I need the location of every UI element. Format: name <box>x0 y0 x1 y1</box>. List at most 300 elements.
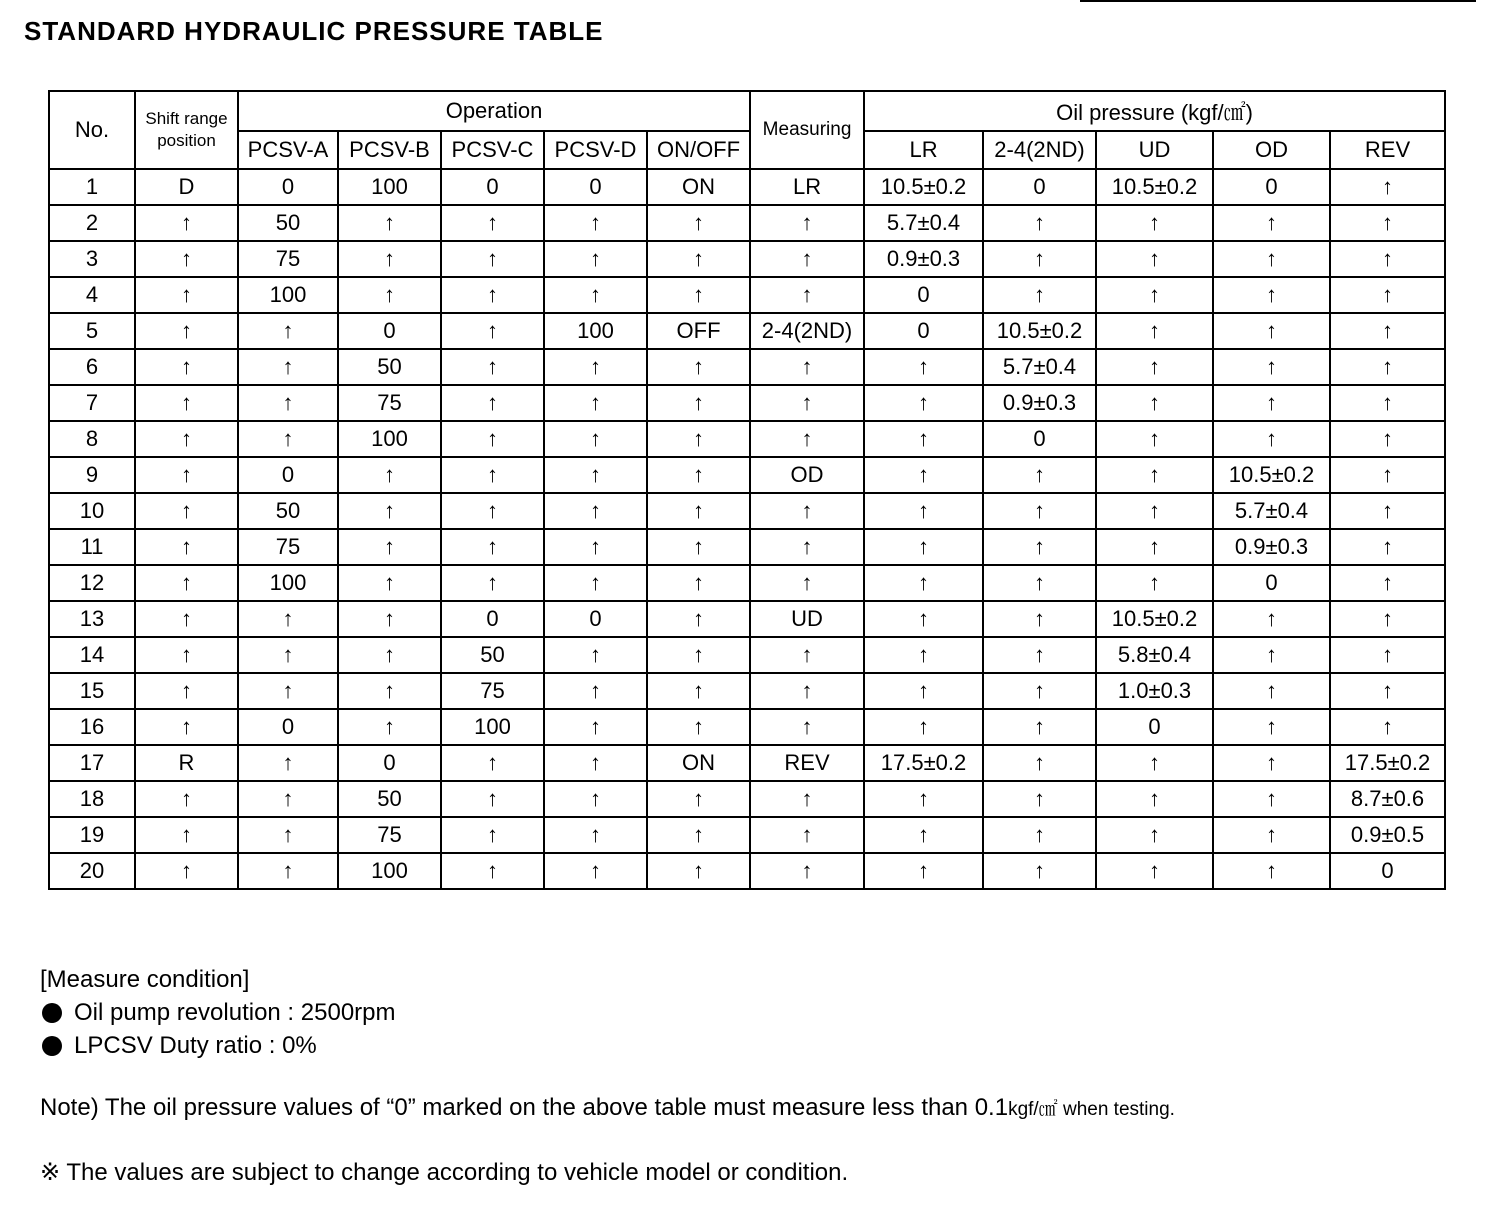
table-cell: 3 <box>49 241 135 277</box>
table-cell: 100 <box>238 277 338 313</box>
table-row <box>49 457 1445 493</box>
table-cell: ↑ <box>238 637 338 673</box>
table-row <box>49 349 1445 385</box>
table-cell: ↑ <box>135 457 238 493</box>
table-cell: 0 <box>544 169 647 205</box>
table-cell: REV <box>750 745 864 781</box>
table-cell: ↑ <box>750 817 864 853</box>
table-cell: 8.7±0.6 <box>1330 781 1445 817</box>
table-cell: ↑ <box>441 817 544 853</box>
table-cell: ↑ <box>1213 637 1330 673</box>
table-cell: ↑ <box>441 529 544 565</box>
table-cell: ↑ <box>135 817 238 853</box>
table-cell: ↑ <box>983 673 1096 709</box>
table-cell: ↑ <box>544 565 647 601</box>
table-cell: ↑ <box>338 529 441 565</box>
table-row <box>49 745 1445 781</box>
table-cell: ↑ <box>238 349 338 385</box>
table-cell: ↑ <box>983 205 1096 241</box>
table-cell: ↑ <box>544 457 647 493</box>
table-cell: ↑ <box>864 637 983 673</box>
table-cell: ↑ <box>1096 205 1213 241</box>
table-cell: ↑ <box>750 421 864 457</box>
table-cell: LR <box>750 169 864 205</box>
note-unit: kgf/㎠ <box>1008 1099 1058 1120</box>
table-cell: OD <box>750 457 864 493</box>
table-cell: ↑ <box>647 673 750 709</box>
table-row <box>49 637 1445 673</box>
table-cell: ↑ <box>1213 709 1330 745</box>
table-cell: ↑ <box>647 817 750 853</box>
table-cell: ↑ <box>135 601 238 637</box>
table-cell: ↑ <box>1330 241 1445 277</box>
table-cell: ↑ <box>1096 817 1213 853</box>
table-row <box>49 205 1445 241</box>
table-row <box>49 421 1445 457</box>
table-cell: 5.7±0.4 <box>1213 493 1330 529</box>
table-cell: ↑ <box>238 421 338 457</box>
table-row <box>49 673 1445 709</box>
table-cell: ↑ <box>750 385 864 421</box>
table-cell: 100 <box>238 565 338 601</box>
table-cell: ↑ <box>1330 349 1445 385</box>
table-cell: ↑ <box>238 745 338 781</box>
table-row <box>49 853 1445 889</box>
table-row <box>49 601 1445 637</box>
table-cell: ↑ <box>544 781 647 817</box>
table-cell: ↑ <box>544 529 647 565</box>
table-cell: 0 <box>338 745 441 781</box>
table-cell: ↑ <box>750 277 864 313</box>
table-cell: ↑ <box>338 709 441 745</box>
table-cell: 75 <box>238 241 338 277</box>
table-cell: 0 <box>1096 709 1213 745</box>
table-cell: ↑ <box>441 349 544 385</box>
table-cell: ↑ <box>864 673 983 709</box>
table-row <box>49 709 1445 745</box>
table-row <box>49 529 1445 565</box>
table-cell: ↑ <box>1330 565 1445 601</box>
table-cell: ↑ <box>135 421 238 457</box>
table-cell: ↑ <box>1096 745 1213 781</box>
table-cell: ↑ <box>135 529 238 565</box>
table-cell: 0 <box>238 457 338 493</box>
table-cell: ↑ <box>983 817 1096 853</box>
table-cell: 7 <box>49 385 135 421</box>
condition-item <box>40 1029 396 1062</box>
table-cell: ↑ <box>238 313 338 349</box>
table-cell: ↑ <box>1330 493 1445 529</box>
table-cell: ↑ <box>864 457 983 493</box>
table-cell: ON <box>647 169 750 205</box>
table-cell: ↑ <box>544 745 647 781</box>
table-cell: ↑ <box>1096 421 1213 457</box>
table-cell: ↑ <box>338 241 441 277</box>
table-cell: 0 <box>238 169 338 205</box>
table-row <box>49 781 1445 817</box>
table-cell: 0 <box>441 169 544 205</box>
table-cell: 15 <box>49 673 135 709</box>
table-cell: ↑ <box>864 529 983 565</box>
table-cell: ↑ <box>441 385 544 421</box>
table-cell: ↑ <box>135 313 238 349</box>
table-cell: ↑ <box>750 241 864 277</box>
table-cell: ↑ <box>1330 529 1445 565</box>
table-cell: OFF <box>647 313 750 349</box>
caution-text: ※ The values are subject to change according to vehicle model or condition. <box>40 1159 849 1186</box>
table-cell: 17.5±0.2 <box>1330 745 1445 781</box>
table-cell: ↑ <box>338 457 441 493</box>
table-cell: 50 <box>338 781 441 817</box>
table-cell: ↑ <box>864 493 983 529</box>
table-cell: 100 <box>338 169 441 205</box>
header-pcsv-c: PCSV-C <box>441 131 544 169</box>
header-od: OD <box>1213 131 1330 169</box>
table-cell: ↑ <box>647 457 750 493</box>
table-cell: ↑ <box>864 565 983 601</box>
header-rev: REV <box>1330 131 1445 169</box>
table-cell: ↑ <box>647 241 750 277</box>
table-cell: 100 <box>338 421 441 457</box>
table-cell: ↑ <box>544 241 647 277</box>
table-cell: ↑ <box>983 853 1096 889</box>
bullet-icon <box>42 1036 62 1056</box>
table-cell: 19 <box>49 817 135 853</box>
table-cell: ↑ <box>1213 205 1330 241</box>
table-cell: 17.5±0.2 <box>864 745 983 781</box>
table-cell: ↑ <box>1213 673 1330 709</box>
table-cell: 0 <box>544 601 647 637</box>
table-cell: ↑ <box>1213 385 1330 421</box>
hydraulic-pressure-table <box>48 90 1446 890</box>
table-cell: ↑ <box>544 349 647 385</box>
table-cell: ↑ <box>238 781 338 817</box>
header-operation: Operation <box>238 91 750 131</box>
table-cell: ↑ <box>1213 853 1330 889</box>
table-cell: ↑ <box>135 349 238 385</box>
header-measuring: Measuring <box>750 91 864 169</box>
table-row <box>49 817 1445 853</box>
table-cell: 0 <box>338 313 441 349</box>
table-cell: ↑ <box>544 637 647 673</box>
condition-item <box>40 996 396 1029</box>
table-row <box>49 385 1445 421</box>
table-cell: ↑ <box>441 853 544 889</box>
table-cell: ↑ <box>1096 853 1213 889</box>
table-cell: ↑ <box>1096 529 1213 565</box>
table-row <box>49 241 1445 277</box>
table-cell: 0.9±0.3 <box>1213 529 1330 565</box>
table-cell: 50 <box>441 637 544 673</box>
table-cell: ↑ <box>1096 313 1213 349</box>
table-cell: ↑ <box>1330 673 1445 709</box>
table-cell: ↑ <box>135 241 238 277</box>
table-cell: 9 <box>49 457 135 493</box>
table-cell: ↑ <box>1213 349 1330 385</box>
table-cell: 2-4(2ND) <box>750 313 864 349</box>
table-cell: 0.9±0.3 <box>983 385 1096 421</box>
table-cell: 0.9±0.5 <box>1330 817 1445 853</box>
table-cell: ↑ <box>864 349 983 385</box>
table-cell: ↑ <box>1213 421 1330 457</box>
table-cell: 1 <box>49 169 135 205</box>
table-cell: ↑ <box>750 781 864 817</box>
bullet-icon <box>42 1003 62 1023</box>
table-row <box>49 313 1445 349</box>
table-cell: ↑ <box>1330 601 1445 637</box>
table-cell: ↑ <box>544 205 647 241</box>
table-cell: 10.5±0.2 <box>1213 457 1330 493</box>
table-cell: 2 <box>49 205 135 241</box>
header-no: No. <box>49 91 135 169</box>
table-cell: 75 <box>338 817 441 853</box>
table-cell: 0 <box>1213 169 1330 205</box>
table-cell: 17 <box>49 745 135 781</box>
table-cell: ON <box>647 745 750 781</box>
table-cell: ↑ <box>544 709 647 745</box>
table-cell: ↑ <box>238 385 338 421</box>
table-cell: ↑ <box>647 529 750 565</box>
table-body <box>49 169 1445 889</box>
table-cell: ↑ <box>647 637 750 673</box>
table-row <box>49 169 1445 205</box>
table-cell: 10 <box>49 493 135 529</box>
table-cell: ↑ <box>441 745 544 781</box>
table-cell: 75 <box>338 385 441 421</box>
table-cell: 0 <box>1213 565 1330 601</box>
table-cell: ↑ <box>544 385 647 421</box>
table-cell: ↑ <box>441 457 544 493</box>
table-cell: ↑ <box>135 277 238 313</box>
table-cell: ↑ <box>544 421 647 457</box>
table-cell: ↑ <box>441 565 544 601</box>
table-cell: ↑ <box>135 565 238 601</box>
table-cell: ↑ <box>1330 277 1445 313</box>
table-cell: ↑ <box>647 781 750 817</box>
table-cell: ↑ <box>338 601 441 637</box>
table-cell: ↑ <box>647 349 750 385</box>
table-cell: ↑ <box>1213 313 1330 349</box>
header-pcsv-d: PCSV-D <box>544 131 647 169</box>
table-cell: ↑ <box>544 817 647 853</box>
table-cell: UD <box>750 601 864 637</box>
table-cell: ↑ <box>864 781 983 817</box>
table-cell: ↑ <box>647 709 750 745</box>
table-cell: ↑ <box>238 853 338 889</box>
table-cell: ↑ <box>441 205 544 241</box>
table-cell: ↑ <box>983 709 1096 745</box>
table-cell: ↑ <box>1213 781 1330 817</box>
table-cell: ↑ <box>544 673 647 709</box>
table-cell: ↑ <box>1330 385 1445 421</box>
table-cell: ↑ <box>750 349 864 385</box>
table-row <box>49 277 1445 313</box>
table-cell: 8 <box>49 421 135 457</box>
table-cell: 10.5±0.2 <box>1096 601 1213 637</box>
header-oil-pressure: Oil pressure (kgf/㎠) <box>864 91 1445 131</box>
table-cell: ↑ <box>135 853 238 889</box>
table-cell: ↑ <box>441 313 544 349</box>
table-cell: ↑ <box>441 277 544 313</box>
table-cell: 14 <box>49 637 135 673</box>
table-cell: ↑ <box>1330 421 1445 457</box>
table-cell: D <box>135 169 238 205</box>
table-cell: ↑ <box>441 241 544 277</box>
table-cell: ↑ <box>647 601 750 637</box>
table-cell: ↑ <box>647 853 750 889</box>
table-cell: ↑ <box>441 421 544 457</box>
table-cell: 10.5±0.2 <box>864 169 983 205</box>
note-text <box>40 1094 1175 1122</box>
table-cell: ↑ <box>647 493 750 529</box>
table-cell: 13 <box>49 601 135 637</box>
table-cell: ↑ <box>135 673 238 709</box>
table-cell: ↑ <box>750 529 864 565</box>
table-cell: ↑ <box>1213 601 1330 637</box>
table-cell: ↑ <box>750 853 864 889</box>
table-cell: 75 <box>238 529 338 565</box>
table-cell: 20 <box>49 853 135 889</box>
table-cell: ↑ <box>135 493 238 529</box>
table-cell: ↑ <box>135 385 238 421</box>
table-cell: ↑ <box>1330 313 1445 349</box>
table-cell: ↑ <box>544 493 647 529</box>
table-cell: ↑ <box>864 853 983 889</box>
table-cell: ↑ <box>750 565 864 601</box>
table-cell: ↑ <box>864 385 983 421</box>
note-suffix: when testing. <box>1057 1099 1175 1120</box>
table-cell: 100 <box>544 313 647 349</box>
table-cell: 4 <box>49 277 135 313</box>
measure-condition-heading: [Measure condition] <box>40 966 250 993</box>
table-cell: 5.7±0.4 <box>864 205 983 241</box>
table-cell: 10.5±0.2 <box>1096 169 1213 205</box>
table-cell: ↑ <box>1330 637 1445 673</box>
table-row <box>49 493 1445 529</box>
table-cell: 0 <box>983 421 1096 457</box>
table-cell: 100 <box>441 709 544 745</box>
table-cell: ↑ <box>441 493 544 529</box>
table-cell: ↑ <box>647 277 750 313</box>
table-cell: ↑ <box>983 457 1096 493</box>
table-cell: 11 <box>49 529 135 565</box>
table-cell: R <box>135 745 238 781</box>
table-cell: 0 <box>983 169 1096 205</box>
table-cell: ↑ <box>983 601 1096 637</box>
table-cell: ↑ <box>1096 457 1213 493</box>
table-cell: 5 <box>49 313 135 349</box>
table-cell: ↑ <box>135 637 238 673</box>
table-cell: 0.9±0.3 <box>864 241 983 277</box>
table-cell: ↑ <box>983 565 1096 601</box>
table-cell: ↑ <box>864 709 983 745</box>
table-cell: 0 <box>238 709 338 745</box>
table-cell: ↑ <box>338 565 441 601</box>
table-cell: ↑ <box>1096 565 1213 601</box>
table-cell: ↑ <box>864 601 983 637</box>
table-cell: ↑ <box>750 673 864 709</box>
table-cell: ↑ <box>983 241 1096 277</box>
header-2-4-2nd: 2-4(2ND) <box>983 131 1096 169</box>
table-cell: ↑ <box>983 277 1096 313</box>
table-cell: ↑ <box>1213 277 1330 313</box>
table-cell: ↑ <box>338 493 441 529</box>
table-cell: ↑ <box>1096 277 1213 313</box>
header-lr: LR <box>864 131 983 169</box>
table-cell: ↑ <box>1213 745 1330 781</box>
table-cell: ↑ <box>1096 493 1213 529</box>
table-cell: ↑ <box>750 205 864 241</box>
header-pcsv-b: PCSV-B <box>338 131 441 169</box>
table-cell: ↑ <box>647 385 750 421</box>
table-cell: ↑ <box>1213 817 1330 853</box>
table-cell: 50 <box>338 349 441 385</box>
page-title: STANDARD HYDRAULIC PRESSURE TABLE <box>24 16 604 46</box>
table-cell: ↑ <box>1096 385 1213 421</box>
table-cell: 16 <box>49 709 135 745</box>
table-cell: 0 <box>864 277 983 313</box>
table-cell: 12 <box>49 565 135 601</box>
table-cell: ↑ <box>544 277 647 313</box>
table-cell: 5.7±0.4 <box>983 349 1096 385</box>
measure-condition-list <box>40 996 396 1062</box>
table-cell: ↑ <box>750 493 864 529</box>
table-cell: ↑ <box>1096 241 1213 277</box>
table-cell: ↑ <box>864 421 983 457</box>
note-prefix: Note) The oil pressure values of “0” marked on the above table must measure less than 0.1 <box>40 1094 1009 1121</box>
table-cell: ↑ <box>1330 709 1445 745</box>
table-cell: ↑ <box>750 637 864 673</box>
table-cell: ↑ <box>983 493 1096 529</box>
table-cell: ↑ <box>864 817 983 853</box>
header-ud: UD <box>1096 131 1213 169</box>
table-cell: 18 <box>49 781 135 817</box>
table-cell: 0 <box>864 313 983 349</box>
table-cell: ↑ <box>983 781 1096 817</box>
table-cell: ↑ <box>647 565 750 601</box>
table-cell: ↑ <box>647 205 750 241</box>
table-cell: ↑ <box>238 817 338 853</box>
table-cell: ↑ <box>983 529 1096 565</box>
table-cell: ↑ <box>1330 169 1445 205</box>
table-cell: 50 <box>238 205 338 241</box>
table-cell: ↑ <box>338 277 441 313</box>
table-cell: ↑ <box>750 709 864 745</box>
table-cell: 5.8±0.4 <box>1096 637 1213 673</box>
table-cell: ↑ <box>238 673 338 709</box>
condition-text: LPCSV Duty ratio : 0% <box>74 1032 317 1059</box>
table-cell: 6 <box>49 349 135 385</box>
header-pcsv-a: PCSV-A <box>238 131 338 169</box>
table-cell: 100 <box>338 853 441 889</box>
table-cell: 0 <box>1330 853 1445 889</box>
table-cell: ↑ <box>135 709 238 745</box>
table-cell: ↑ <box>647 421 750 457</box>
table-cell: ↑ <box>1213 241 1330 277</box>
table-cell: ↑ <box>544 853 647 889</box>
table-cell: ↑ <box>983 637 1096 673</box>
top-border-line <box>1080 0 1476 2</box>
header-shift-range: Shift range position <box>135 91 238 169</box>
table-cell: ↑ <box>338 673 441 709</box>
table-cell: ↑ <box>238 601 338 637</box>
header-on-off: ON/OFF <box>647 131 750 169</box>
table-cell: ↑ <box>1330 457 1445 493</box>
table-row <box>49 565 1445 601</box>
table-cell: 50 <box>238 493 338 529</box>
table-cell: ↑ <box>1096 781 1213 817</box>
table-cell: ↑ <box>1330 205 1445 241</box>
